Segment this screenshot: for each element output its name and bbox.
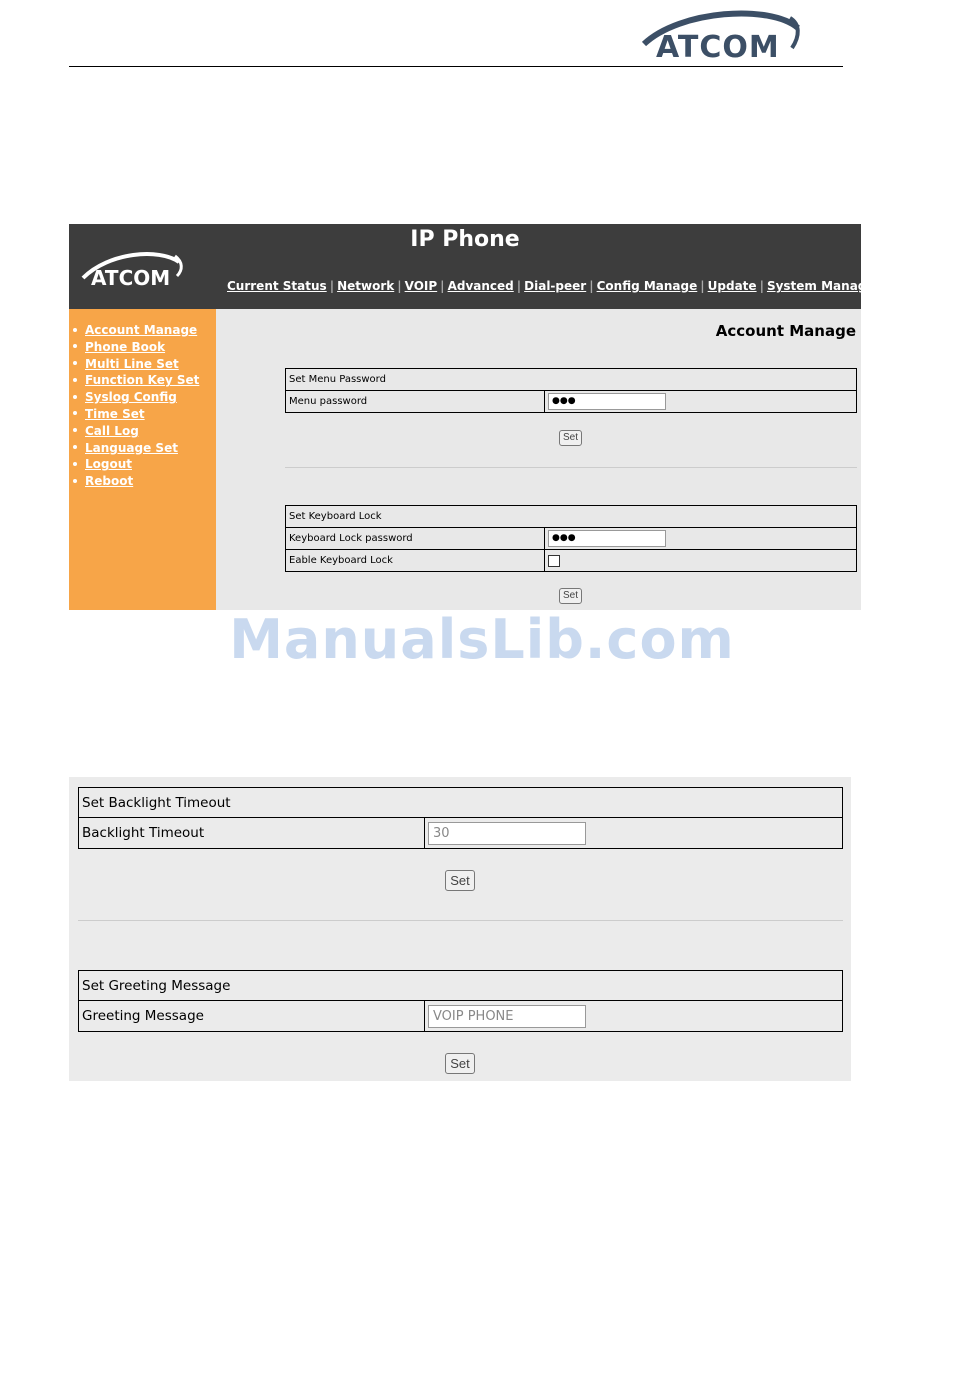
menu-password-table [285, 368, 857, 413]
sidebar-item-language-set[interactable]: Language Set [71, 441, 216, 458]
keyboard-lock-password-label: Keyboard Lock password [286, 528, 545, 550]
page-title: Account Manage [715, 322, 856, 340]
sidebar-item-syslog-config[interactable]: Syslog Config [71, 390, 216, 407]
backlight-label: Backlight Timeout [79, 818, 425, 849]
sidebar [69, 309, 216, 610]
greeting-table [78, 970, 843, 1032]
app-logo [79, 248, 189, 296]
keyboard-lock-header: Set Keyboard Lock [286, 506, 857, 528]
bullet-icon [73, 462, 77, 466]
greeting-header: Set Greeting Message [79, 971, 843, 1001]
menu-password-header: Set Menu Password [286, 369, 857, 391]
app-logo-text: ATCOM [91, 266, 171, 290]
enable-keyboard-lock-checkbox[interactable] [548, 555, 560, 567]
sidebar-item-function-key-set[interactable]: Function Key Set [71, 373, 216, 390]
backlight-greeting-screenshot [69, 777, 851, 1081]
greeting-message-input[interactable]: VOIP PHONE [428, 1005, 586, 1028]
sidebar-item-phone-book[interactable]: Phone Book [71, 340, 216, 357]
top-navigation: Current Status | Network | VOIP | Advanced | Dial-peer | Config Manage | Update | System Manage [227, 279, 875, 293]
nav-network[interactable]: Network [337, 279, 395, 293]
section-divider [78, 920, 843, 921]
menu-password-label: Menu password [286, 391, 545, 413]
bullet-icon [73, 378, 77, 382]
app-title: IP Phone [410, 227, 520, 252]
bullet-icon [73, 344, 77, 348]
sidebar-item-logout[interactable]: Logout [71, 457, 216, 474]
bullet-icon [73, 328, 77, 332]
greeting-label: Greeting Message [79, 1001, 425, 1032]
section-divider [285, 467, 857, 468]
nav-system-manage[interactable]: System Manage [766, 279, 875, 293]
sidebar-item-call-log[interactable]: Call Log [71, 424, 216, 441]
sidebar-item-account-manage[interactable]: Account Manage [71, 323, 216, 340]
greeting-cell [425, 1001, 843, 1032]
bullet-icon [73, 479, 77, 483]
sidebar-item-time-set[interactable]: Time Set [71, 407, 216, 424]
greeting-set-button[interactable]: Set [445, 1053, 475, 1074]
backlight-header: Set Backlight Timeout [79, 788, 843, 818]
bullet-icon [73, 428, 77, 432]
keyboard-lock-password-cell [545, 528, 857, 550]
watermark: ManualsLib.com [229, 608, 735, 671]
enable-keyboard-lock-cell [545, 550, 857, 572]
backlight-timeout-input[interactable]: 30 [428, 822, 586, 845]
nav-dial-peer[interactable]: Dial-peer [524, 279, 587, 293]
keyboard-lock-table [285, 505, 857, 572]
nav-voip[interactable]: VOIP [404, 279, 438, 293]
backlight-table [78, 787, 843, 849]
logo-text: ATCOM [656, 30, 780, 65]
backlight-cell [425, 818, 843, 849]
backlight-set-button[interactable]: Set [445, 870, 475, 891]
menu-password-set-button[interactable]: Set [559, 430, 582, 446]
menu-password-input[interactable]: ●●● [548, 393, 666, 410]
nav-advanced[interactable]: Advanced [447, 279, 514, 293]
top-bar [69, 224, 875, 309]
sidebar-item-multi-line-set[interactable]: Multi Line Set [71, 357, 216, 374]
atcom-page-logo [640, 8, 810, 68]
bullet-icon [73, 445, 77, 449]
sidebar-item-reboot[interactable]: Reboot [71, 474, 216, 491]
nav-config-manage[interactable]: Config Manage [596, 279, 698, 293]
keyboard-lock-password-input[interactable]: ●●● [548, 530, 666, 547]
enable-keyboard-lock-label: Eable Keyboard Lock [286, 550, 545, 572]
bullet-icon [73, 395, 77, 399]
bullet-icon [73, 361, 77, 365]
menu-password-cell [545, 391, 857, 413]
header-divider [69, 66, 843, 67]
account-manage-screenshot [69, 224, 875, 610]
nav-update[interactable]: Update [707, 279, 757, 293]
keyboard-lock-set-button[interactable]: Set [559, 588, 582, 604]
bullet-icon [73, 411, 77, 415]
nav-current-status[interactable]: Current Status [227, 279, 327, 293]
